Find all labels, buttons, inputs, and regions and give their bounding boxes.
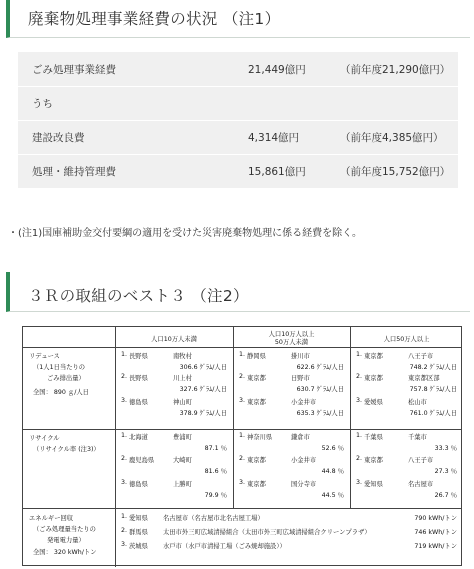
municipality-name: 千葉市 [408,434,427,441]
ranking-value: 27.3 ％ [434,468,457,475]
row-value: 15,861億円 [248,166,306,178]
table-divider [233,327,234,508]
rank-number: 2. [356,455,363,462]
row-label: うち [32,98,53,110]
rank-number: 3. [121,397,128,404]
ranking-value: 622.6 ｸﾞﾗﾑ/人日 [296,364,344,371]
rank-number: 2. [121,455,128,462]
prefecture-name: 東京都 [364,353,383,360]
municipality-name: 名古屋市 [408,481,434,488]
ranking-value: 306.6 ｸﾞﾗﾑ/人日 [179,364,227,371]
prefecture-name: 愛媛県 [364,399,383,406]
rank-number: 1. [356,432,363,439]
rank-number: 3. [239,397,246,404]
prefecture-name: 愛知県 [129,515,148,522]
row-value: 21,449億円 [248,63,306,76]
section-header-3r [6,272,470,312]
ranking-value: 52.6 ％ [321,445,344,452]
table-divider [350,327,351,508]
municipality-name: 八王子市 [408,457,434,464]
ranking-value: 44.5 ％ [321,492,344,499]
table-divider [115,327,116,567]
ranking-value: 327.6 ｸﾞﾗﾑ/人日 [179,386,227,393]
municipality-name: 小金井市 [291,399,317,406]
ranking-value: 87.1 ％ [204,445,227,452]
municipality-name: 掛川市 [291,353,310,360]
prefecture-name: 東京都 [247,399,266,406]
prefecture-name: 東京都 [364,375,383,382]
prefecture-name: 東京都 [247,375,266,382]
row-prev-value: （前年度21,290億円） [340,63,451,76]
rank-number: 3. [239,479,246,486]
ranking-value: 630.7 ｸﾞﾗﾑ/人日 [296,386,344,393]
municipality-name: 神山町 [173,399,192,406]
municipality-name: 八王子市 [408,353,434,360]
prefecture-name: 愛知県 [364,481,383,488]
row-label: （1人1日当たりの [33,364,86,371]
rank-number: 1. [356,351,363,358]
ranking-value: 757.8 ｸﾞﾗﾑ/人日 [409,386,457,393]
rank-number: 3. [356,479,363,486]
rank-number: 2. [121,373,128,380]
table-divider [23,508,461,509]
prefecture-name: 長野県 [129,375,148,382]
row-label: リデュース [29,353,60,360]
row-label: （リサイクル率 (注3)） [33,446,100,453]
prefecture-name: 鹿児島県 [129,457,155,464]
municipality-name: 川上村 [173,375,192,382]
row-prev-value: （前年度4,385億円） [340,132,444,144]
rank-number: 1. [121,432,128,439]
table-divider [23,429,461,430]
facility-name: 太田市外三町広域清掃組合（太田市外三町広域清掃組合クリーンプラザ） [163,529,371,536]
municipality-name: 国分寺市 [291,481,317,488]
ranking-value: 81.6 ％ [204,468,227,475]
municipality-name: 東京都区部 [408,375,440,382]
three-r-ranking-table [22,326,462,566]
ranking-value: 33.3 ％ [434,445,457,452]
facility-name: 名古屋市（名古屋市北名古屋工場） [163,515,264,522]
rank-number: 2. [356,373,363,380]
table-row [18,52,458,86]
rank-number: 2. [239,373,246,380]
prefecture-name: 静岡県 [247,353,266,360]
rank-number: 1. [239,432,246,439]
ranking-value: 26.7 ％ [434,492,457,499]
row-label: 処理・維持管理費 [32,166,116,178]
prefecture-name: 徳島県 [129,399,148,406]
rank-number: 2. [239,455,246,462]
ranking-value: 635.3 ｸﾞﾗﾑ/人日 [296,410,344,417]
column-header: 50万人未満 [274,339,309,346]
expenses-table [18,52,458,188]
ranking-value: 44.8 ％ [321,468,344,475]
municipality-name: 豊浦町 [173,434,192,441]
ranking-value: 378.9 ｸﾞﾗﾑ/人日 [179,410,227,417]
ranking-value: 748.2 ｸﾞﾗﾑ/人日 [409,364,457,371]
prefecture-name: 東京都 [247,481,266,488]
municipality-name: 鎌倉市 [291,434,310,441]
column-header: 人口50万人以上 [383,336,430,343]
row-label: ごみ処理事業経費 [32,63,116,76]
table-divider [23,347,461,348]
table-row [18,120,458,154]
ranking-value: 79.9 ％ [204,492,227,499]
column-header: 人口10万人未満 [151,336,197,343]
row-label: リサイクル [29,435,60,442]
rank-number: 3. [356,397,363,404]
municipality-name: 南牧村 [173,353,192,360]
section-title: ３Ｒの取組のベスト３ （注2） [28,287,249,305]
municipality-name: 小金井市 [291,457,317,464]
ranking-value: 761.0 ｸﾞﾗﾑ/人日 [409,410,457,417]
row-prev-value: （前年度15,752億円） [340,166,451,178]
column-header: 人口10万人以上 [268,331,315,338]
prefecture-name: 東京都 [364,457,383,464]
row-label: 発電電力量） [47,537,85,544]
prefecture-name: 東京都 [247,457,266,464]
row-label: 建設改良費 [32,132,85,144]
row-label: 全国： 320 kWh/トン [33,549,97,556]
rank-number: 3. [121,479,128,486]
section-title: 廃棄物処理事業経費の状況 （注1） [28,10,281,28]
municipality-name: 上勝町 [173,481,192,488]
prefecture-name: 群馬県 [129,529,148,536]
rank-number: 1. [121,351,128,358]
ranking-value: 790 kWh/トン [414,515,457,522]
prefecture-name: 北海道 [129,434,148,441]
row-label: （ごみ処理量当たりの [33,526,96,533]
municipality-name: 大崎町 [173,457,192,464]
prefecture-name: 長野県 [129,353,148,360]
table-row [18,86,458,120]
rank-number: 1. [121,513,128,520]
rank-number: 2. [121,527,128,534]
municipality-name: 松山市 [408,399,427,406]
facility-name: 水戸市（水戸市清掃工場（ごみ焼却施設）） [163,543,286,550]
ranking-value: 719 kWh/トン [414,543,457,550]
row-label: エネルギー回収 [29,515,74,522]
municipality-name: 日野市 [291,375,310,382]
prefecture-name: 茨城県 [129,543,148,550]
footnote: ・(注1)国庫補助金交付要綱の適用を受けた災害廃棄物処理に係る経費を除く。 [8,228,362,239]
row-label: 全国： 890 ｇ/人日 [33,389,89,396]
prefecture-name: 千葉県 [364,434,383,441]
table-row [18,154,458,188]
row-label: ごみ排出量） [47,375,85,382]
section-header-expenses [6,0,470,38]
rank-number: 1. [239,351,246,358]
prefecture-name: 徳島県 [129,481,148,488]
ranking-value: 746 kWh/トン [414,529,457,536]
rank-number: 3. [121,541,128,548]
row-value: 4,314億円 [248,132,300,144]
prefecture-name: 神奈川県 [247,434,273,441]
